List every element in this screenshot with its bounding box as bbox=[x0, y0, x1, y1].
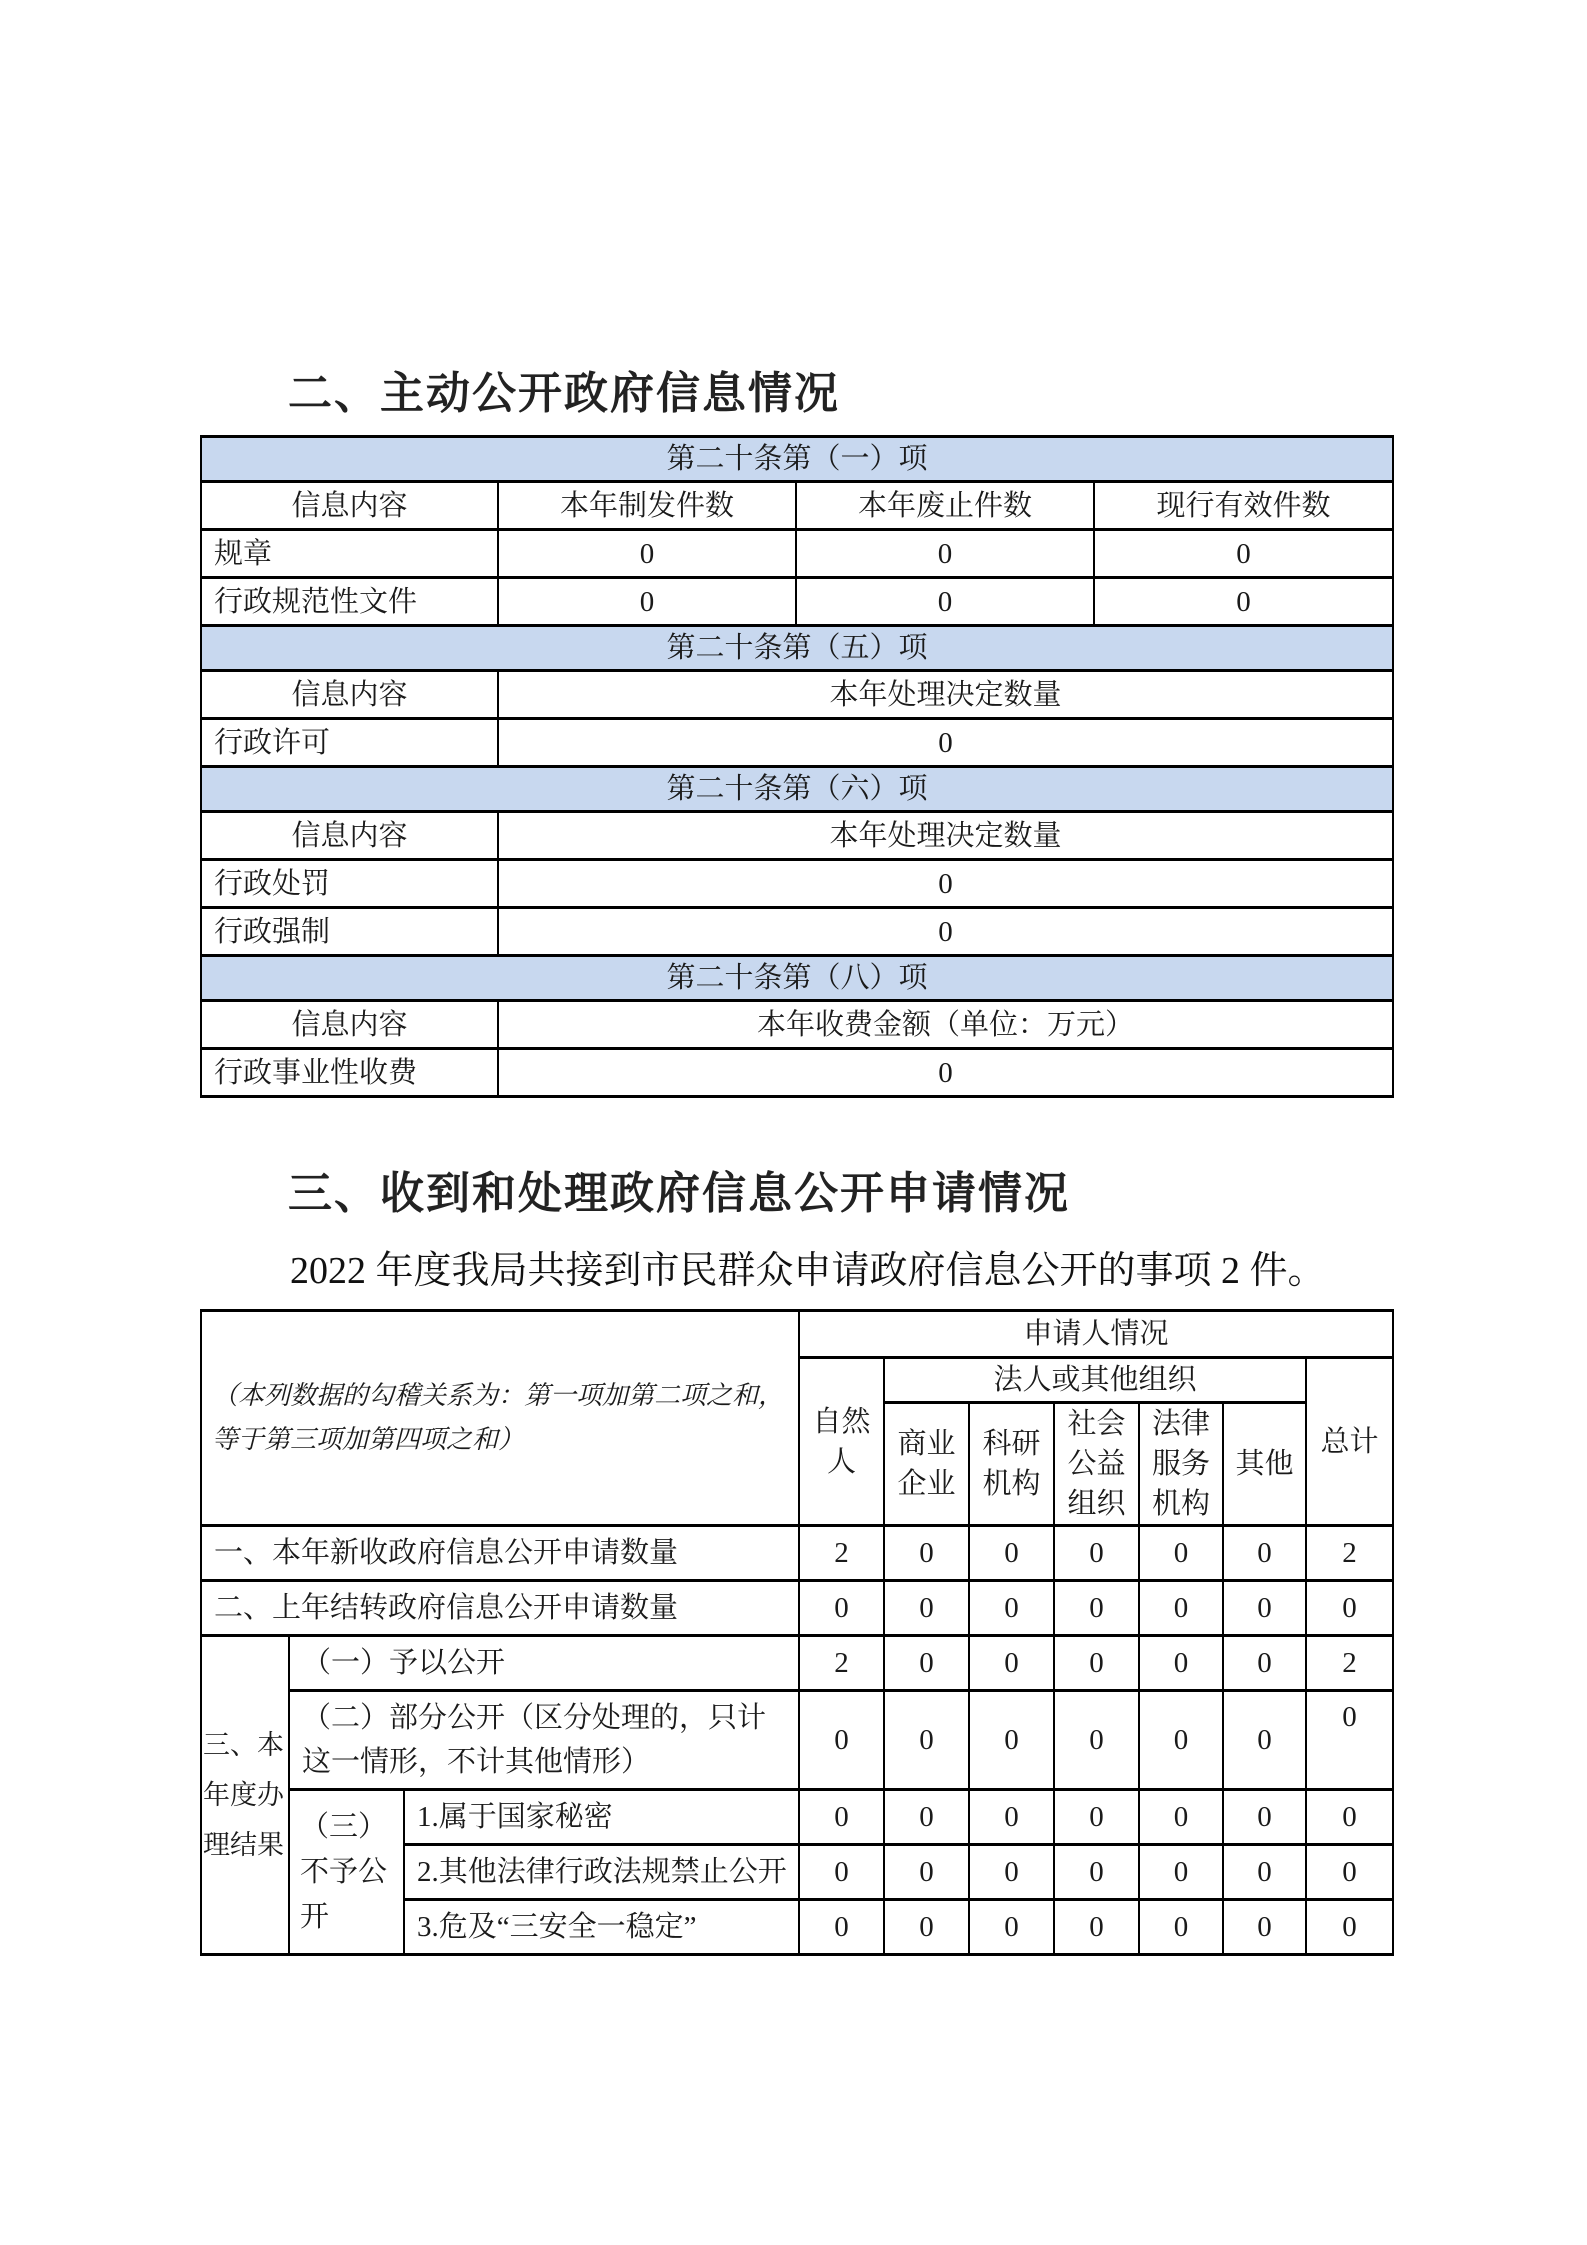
column-header-applicant: 申请人情况 bbox=[799, 1311, 1393, 1358]
cell-value: 0 bbox=[969, 1691, 1054, 1790]
cell-value: 0 bbox=[1094, 578, 1393, 626]
cell-value: 0 bbox=[1139, 1845, 1223, 1900]
proactive-disclosure-table bbox=[200, 435, 1394, 1098]
cell-value: 0 bbox=[884, 1790, 969, 1845]
cell-value: 0 bbox=[1223, 1900, 1306, 1955]
table-row bbox=[201, 908, 1393, 956]
column-header: 信息内容 bbox=[201, 812, 498, 860]
row-group-label: 三、本年度办理结果 bbox=[201, 1636, 289, 1955]
cell-value: 0 bbox=[1306, 1691, 1393, 1790]
table-row bbox=[201, 719, 1393, 767]
table-row bbox=[201, 1691, 1393, 1790]
cell-value: 2 bbox=[1306, 1636, 1393, 1691]
cell-value: 0 bbox=[1306, 1790, 1393, 1845]
table-row bbox=[201, 1790, 1393, 1845]
cell-value: 0 bbox=[1054, 1691, 1139, 1790]
cell-value: 0 bbox=[884, 1691, 969, 1790]
header-row bbox=[201, 1311, 1393, 1358]
column-header: 本年废止件数 bbox=[796, 482, 1094, 530]
cell-value: 0 bbox=[1139, 1790, 1223, 1845]
cell-value: 0 bbox=[969, 1845, 1054, 1900]
section-header-cell: 第二十条第（八）项 bbox=[201, 956, 1393, 1001]
row-label: （二）部分公开（区分处理的，只计这一情形，不计其他情形） bbox=[289, 1691, 799, 1790]
cell-value: 2 bbox=[799, 1636, 884, 1691]
column-header-row bbox=[201, 671, 1393, 719]
cell-value: 0 bbox=[498, 908, 1393, 956]
column-header-row bbox=[201, 1001, 1393, 1049]
table-row bbox=[201, 530, 1393, 578]
column-header: 信息内容 bbox=[201, 482, 498, 530]
cell-value: 0 bbox=[969, 1581, 1054, 1636]
row-label: 行政强制 bbox=[201, 908, 498, 956]
cell-value: 0 bbox=[1306, 1845, 1393, 1900]
column-header-org-type: 商业企业 bbox=[884, 1403, 969, 1526]
cell-value: 0 bbox=[884, 1581, 969, 1636]
cell-value: 0 bbox=[498, 719, 1393, 767]
cell-value: 0 bbox=[1306, 1900, 1393, 1955]
column-header: 信息内容 bbox=[201, 1001, 498, 1049]
cell-value: 0 bbox=[1139, 1900, 1223, 1955]
cell-value: 0 bbox=[969, 1900, 1054, 1955]
section3-heading: 三、收到和处理政府信息公开申请情况 bbox=[288, 1169, 1070, 1219]
cell-value: 0 bbox=[799, 1691, 884, 1790]
cell-value: 0 bbox=[799, 1581, 884, 1636]
cell-value: 0 bbox=[796, 578, 1094, 626]
cell-value: 0 bbox=[1223, 1845, 1306, 1900]
cell-value: 0 bbox=[1306, 1581, 1393, 1636]
column-header-legal-org: 法人或其他组织 bbox=[884, 1358, 1306, 1403]
row-label: 行政规范性文件 bbox=[201, 578, 498, 626]
cell-value: 2 bbox=[799, 1526, 884, 1581]
column-header-natural-person: 自然人 bbox=[799, 1358, 884, 1526]
row-label: 行政事业性收费 bbox=[201, 1049, 498, 1097]
cell-value: 0 bbox=[1139, 1636, 1223, 1691]
cell-value: 0 bbox=[799, 1845, 884, 1900]
column-header-org-type: 社会公益组织 bbox=[1054, 1403, 1139, 1526]
cell-value: 0 bbox=[799, 1900, 884, 1955]
row-label: 二、上年结转政府信息公开申请数量 bbox=[201, 1581, 799, 1636]
row-label: 3.危及“三安全一稳定” bbox=[404, 1900, 799, 1955]
row-label: 一、本年新收政府信息公开申请数量 bbox=[201, 1526, 799, 1581]
cell-value: 0 bbox=[884, 1636, 969, 1691]
column-header-row bbox=[201, 812, 1393, 860]
section2-heading: 二、主动公开政府信息情况 bbox=[288, 369, 840, 418]
column-header-org-type: 法律服务机构 bbox=[1139, 1403, 1223, 1526]
section-header-cell: 第二十条第（五）项 bbox=[201, 626, 1393, 671]
table-row bbox=[201, 860, 1393, 908]
table-note: （本列数据的勾稽关系为：第一项加第二项之和，等于第三项加第四项之和） bbox=[201, 1311, 799, 1526]
cell-value: 0 bbox=[1223, 1526, 1306, 1581]
table-section-header-row bbox=[201, 956, 1393, 1001]
table-row bbox=[201, 578, 1393, 626]
column-header: 本年处理决定数量 bbox=[498, 671, 1393, 719]
table-section-header-row bbox=[201, 626, 1393, 671]
cell-value: 0 bbox=[1223, 1790, 1306, 1845]
cell-value: 0 bbox=[1054, 1900, 1139, 1955]
cell-value: 0 bbox=[1139, 1526, 1223, 1581]
table-section-header-row bbox=[201, 767, 1393, 812]
cell-value: 0 bbox=[1139, 1691, 1223, 1790]
column-header-row bbox=[201, 482, 1393, 530]
cell-value: 0 bbox=[969, 1526, 1054, 1581]
column-header: 本年制发件数 bbox=[498, 482, 796, 530]
cell-value: 0 bbox=[969, 1636, 1054, 1691]
section3-paragraph: 2022 年度我局共接到市民群众申请政府信息公开的事项 2 件。 bbox=[290, 1250, 1326, 1293]
cell-value: 0 bbox=[1054, 1581, 1139, 1636]
column-header-org-type: 其他 bbox=[1223, 1403, 1306, 1526]
cell-value: 0 bbox=[498, 860, 1393, 908]
row-label: 行政处罚 bbox=[201, 860, 498, 908]
cell-value: 0 bbox=[1223, 1691, 1306, 1790]
cell-value: 0 bbox=[1054, 1845, 1139, 1900]
cell-value: 0 bbox=[1054, 1526, 1139, 1581]
row-label: 2.其他法律行政法规禁止公开 bbox=[404, 1845, 799, 1900]
column-header-org-type: 科研机构 bbox=[969, 1403, 1054, 1526]
row-label: 1.属于国家秘密 bbox=[404, 1790, 799, 1845]
cell-value: 0 bbox=[799, 1790, 884, 1845]
section-header-cell: 第二十条第（一）项 bbox=[201, 437, 1393, 482]
cell-value: 0 bbox=[498, 578, 796, 626]
cell-value: 0 bbox=[1223, 1581, 1306, 1636]
column-header: 本年处理决定数量 bbox=[498, 812, 1393, 860]
cell-value: 0 bbox=[1139, 1581, 1223, 1636]
cell-value: 0 bbox=[1094, 530, 1393, 578]
row-label: 行政许可 bbox=[201, 719, 498, 767]
table-row bbox=[201, 1636, 1393, 1691]
row-label: 规章 bbox=[201, 530, 498, 578]
cell-value: 0 bbox=[1054, 1790, 1139, 1845]
cell-value: 0 bbox=[1223, 1636, 1306, 1691]
cell-value: 0 bbox=[884, 1900, 969, 1955]
section-header-cell: 第二十条第（六）项 bbox=[201, 767, 1393, 812]
table-row bbox=[201, 1581, 1393, 1636]
cell-value: 0 bbox=[498, 530, 796, 578]
cell-value: 0 bbox=[969, 1790, 1054, 1845]
table-row bbox=[201, 1049, 1393, 1097]
table-section-header-row bbox=[201, 437, 1393, 482]
column-header: 信息内容 bbox=[201, 671, 498, 719]
table-row bbox=[201, 1526, 1393, 1581]
column-header-total: 总计 bbox=[1306, 1358, 1393, 1526]
cell-value: 0 bbox=[884, 1845, 969, 1900]
column-header: 本年收费金额（单位：万元） bbox=[498, 1001, 1393, 1049]
cell-value: 0 bbox=[884, 1526, 969, 1581]
requests-handling-table bbox=[200, 1309, 1394, 1956]
column-header: 现行有效件数 bbox=[1094, 482, 1393, 530]
cell-value: 0 bbox=[498, 1049, 1393, 1097]
row-label: （一）予以公开 bbox=[289, 1636, 799, 1691]
cell-value: 0 bbox=[796, 530, 1094, 578]
row-subgroup-label: （三）不予公开 bbox=[289, 1790, 404, 1955]
cell-value: 0 bbox=[1054, 1636, 1139, 1691]
cell-value: 2 bbox=[1306, 1526, 1393, 1581]
